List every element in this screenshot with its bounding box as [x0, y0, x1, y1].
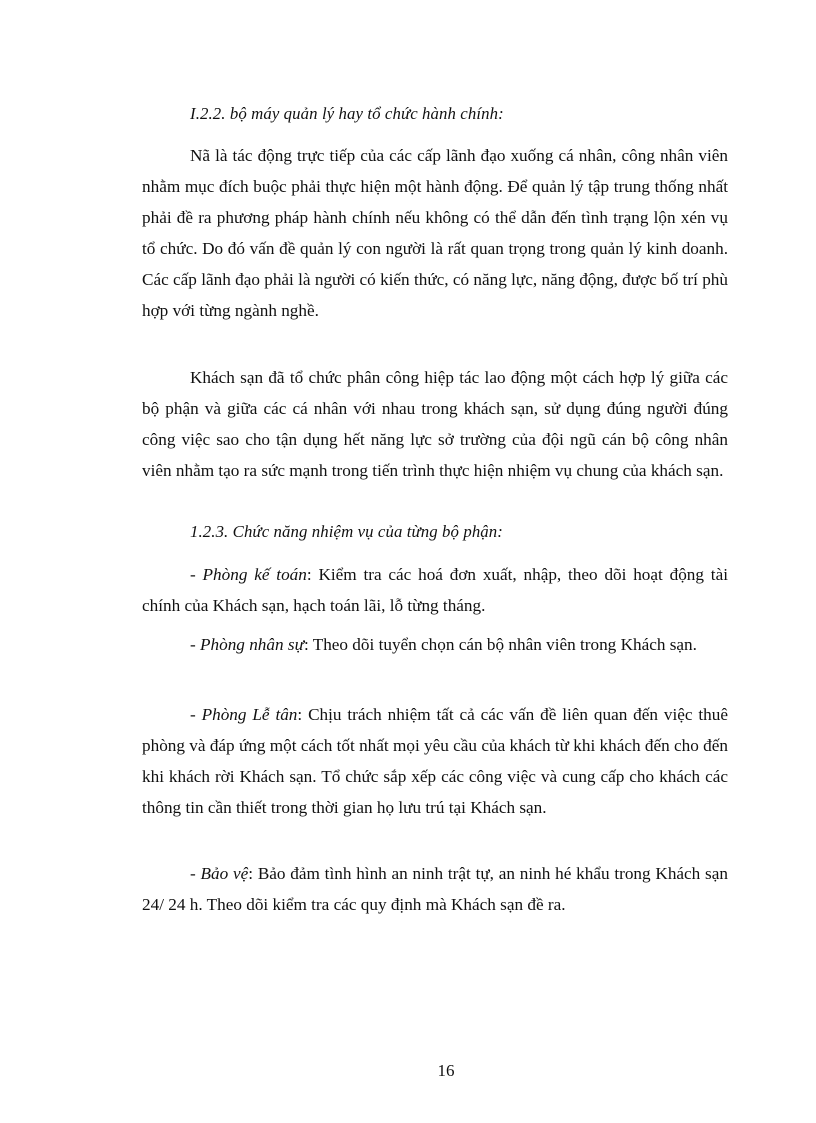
- list-bullet: -: [190, 705, 202, 724]
- list-bullet: -: [190, 864, 201, 883]
- paragraph-management-intro: Nã là tác động trực tiếp của các cấp lãnh đạo xuống cá nhân, công nhân viên nhằm mục đích buộc phải thực hiện một hành động. Để quản lý tập trung thống nhất phải đề ra phương pháp hành chính nếu không có thể dẫn đến tình trạng lộn xén vụ tổ chức. Do đó vấn đề quản lý con người là rất quan trọng trong quản lý kinh doanh. Các cấp lãnh đạo phải là người có kiến thức, có năng lực, năng động, được bố trí phù hợp với từng ngành nghề.: [142, 146, 728, 320]
- department-description: : Chịu trách nhiệm tất cả các vấn đề liên quan đến việc thuê phòng và đáp ứng một cách tốt nhất mọi yêu cầu của khách từ khi khách đến cho đến khi khách rời Khách sạn. Tổ chức sắp xếp các công việc và cung cấp cho khách các thông tin cần thiết trong thời gian họ lưu trú tại Khách sạn.: [142, 705, 728, 817]
- list-item-security: [142, 858, 728, 920]
- department-name: Phòng Lễ tân: [201, 705, 298, 724]
- department-description: : Kiểm tra các hoá đơn xuất, nhập, theo dõi hoạt động tài chính của Khách sạn, hạch toán lãi, lỗ từng tháng.: [142, 565, 728, 615]
- list-item-personnel: [142, 629, 728, 660]
- list-bullet: -: [190, 635, 201, 654]
- paragraph-labor-organization: Khách sạn đã tổ chức phân công hiệp tác lao động một cách hợp lý giữa các bộ phận và giữa các cá nhân với nhau trong khách sạn, sử dụng đúng người đúng công việc sao cho tận dụng hết năng lực sở trường của đội ngũ cán bộ công nhân viên nhằm tạo ra sức mạnh trong tiến trình thực hiện nhiệm vụ chung của khách sạn.: [142, 368, 728, 480]
- department-description: : Theo dõi tuyển chọn cán bộ nhân viên trong Khách sạn.: [303, 635, 697, 654]
- document-page: [142, 0, 728, 1123]
- department-name: Phòng kế toán: [202, 565, 307, 584]
- department-name: Phòng nhân sự: [200, 635, 304, 654]
- list-item-reception: [142, 699, 728, 823]
- list-bullet: -: [190, 565, 203, 584]
- section-heading-1-2-2: I.2.2. bộ máy quản lý hay tổ chức hành chính:: [190, 104, 504, 123]
- section-heading-1-2-3: 1.2.3. Chức năng nhiệm vụ của từng bộ phận:: [190, 522, 503, 541]
- department-description: : Bảo đảm tình hình an ninh trật tự, an ninh hé khẩu trong Khách sạn 24/ 24 h. Theo dõi kiểm tra các quy định mà Khách sạn đề ra.: [142, 864, 728, 914]
- department-name: Bảo vệ: [200, 864, 249, 883]
- page-number: 16: [437, 1061, 455, 1080]
- list-item-accounting: [142, 559, 728, 621]
